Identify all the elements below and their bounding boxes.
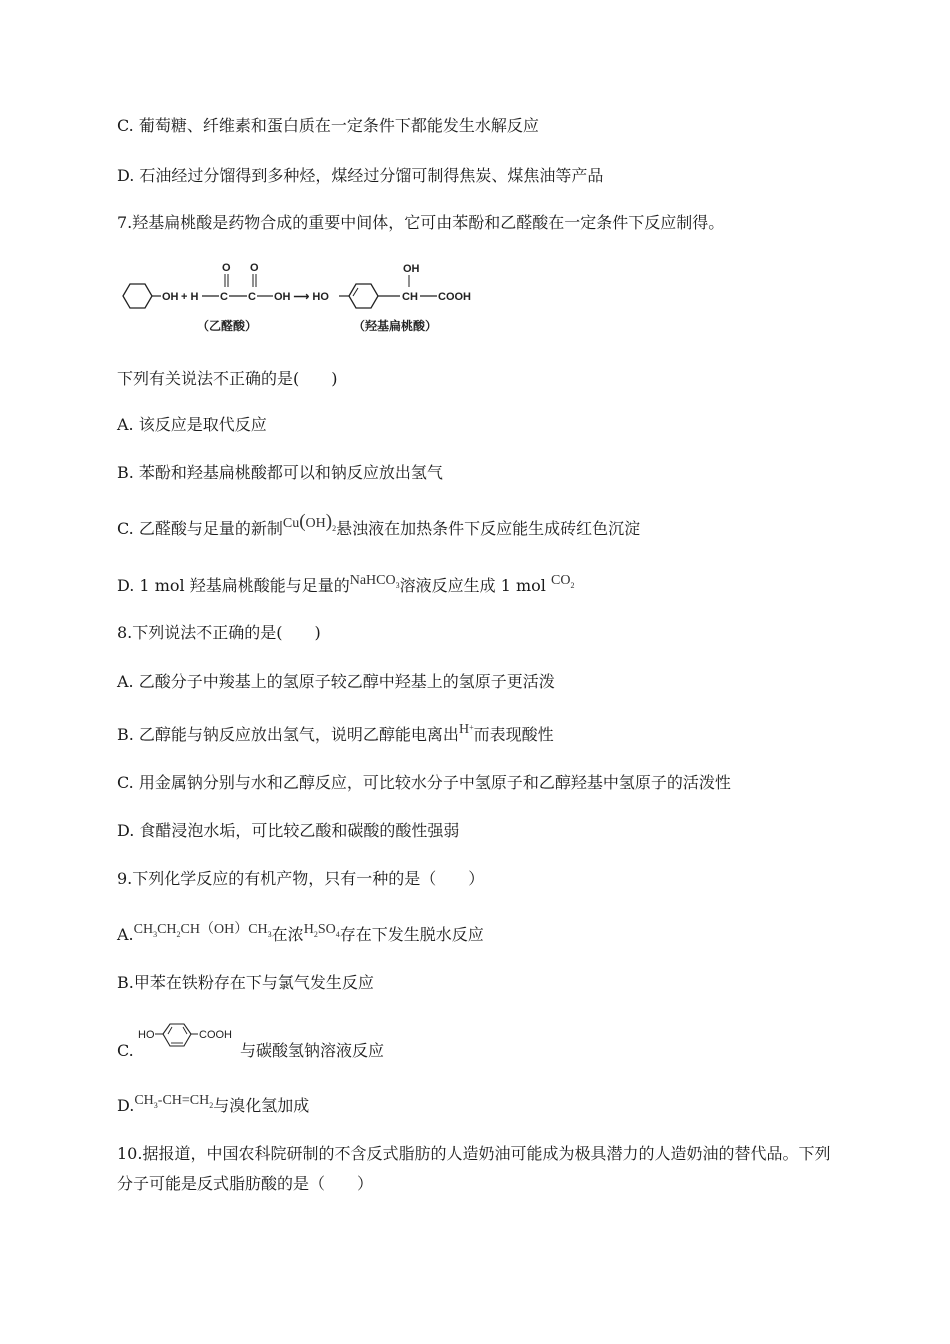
arrow-and-ho: OH ⟶ HO xyxy=(274,291,329,303)
q7-d-pre: D. 1 mol 羟基扁桃酸能与足量的 xyxy=(117,576,350,595)
q8-option-a: A. 乙酸分子中羧基上的氢原子较乙醇中羟基上的氢原子更活泼 xyxy=(117,672,555,691)
label-hydroxymandelic-acid: （羟基扁桃酸） xyxy=(353,319,438,333)
c2-label: C xyxy=(248,291,256,303)
q7-c-pre: C. 乙醛酸与足量的新制 xyxy=(117,519,283,538)
q8-b-pre: B. 乙醇能与钠反应放出氢气，说明乙醇能电离出 xyxy=(117,725,459,744)
q7-c-post: 悬浊液在加热条件下反应能生成砖红色沉淀 xyxy=(336,519,641,538)
q7-d-mid: 溶液反应生成 1 mol xyxy=(399,576,546,595)
q9-option-a xyxy=(117,924,484,949)
q8-option-d: D. 食醋浸泡水垢，可比较乙酸和碳酸的酸性强弱 xyxy=(117,821,460,840)
q7-option-d xyxy=(117,575,574,600)
phenol-ring xyxy=(123,284,152,308)
formula-h-plus: H+ xyxy=(458,722,474,737)
q7-question: 下列有关说法不正确的是( ) xyxy=(117,369,338,388)
q9-c-structure xyxy=(136,1022,236,1056)
formula-cu-oh-2: $Cu(OH)_2$ xyxy=(282,511,337,533)
q7-stem: 7.羟基扁桃酸是药物合成的重要中间体，它可由苯酚和乙醛酸在一定条件下反应制得。 xyxy=(117,213,725,232)
q8-option-b xyxy=(117,724,554,749)
phenol-oh: OH xyxy=(162,291,179,303)
q6-option-c: C. 葡萄糖、纤维素和蛋白质在一定条件下都能发生水解反应 xyxy=(117,116,539,135)
q9-a-pre: A. xyxy=(117,925,134,944)
q8-option-c: C. 用金属钠分别与水和乙醇反应，可比较水分子中氢原子和乙醇羟基中氢原子的活泼性 xyxy=(117,773,731,792)
q8-stem: 8.下列说法不正确的是( ) xyxy=(117,623,321,642)
label-glyoxylic-acid: （乙醛酸） xyxy=(197,319,258,333)
q9-a-post: 存在下发生脱水反应 xyxy=(339,925,484,944)
plus-h: + H xyxy=(181,291,199,303)
q10-stem: 10.据报道，中国农科院研制的不含反式脂肪的人造奶油可能成为极具潜力的人造奶油的替代品。下列分子可能是反式脂肪酸的是（ ） xyxy=(117,1144,831,1193)
q9-stem: 9.下列化学反应的有机产物，只有一种的是（ ） xyxy=(117,869,485,888)
q9-d-pre: D. xyxy=(117,1096,135,1115)
formula-nahco3: NaHCO$_3$ xyxy=(349,573,400,590)
q9-option-c-label: C. xyxy=(117,1041,134,1060)
q7-reaction-scheme xyxy=(115,258,485,338)
oxygen-2: O xyxy=(250,262,259,274)
formula-h2so4: $H_2SO_4$ xyxy=(303,922,340,939)
q9-c-post: 与碳酸氢钠溶液反应 xyxy=(240,1041,385,1060)
q9-option-d xyxy=(117,1095,309,1120)
formula-co2: $CO_2$ xyxy=(550,573,575,590)
product-oh: OH xyxy=(403,263,420,275)
q7-option-c xyxy=(117,511,641,543)
q9-a-mid: 在浓 xyxy=(271,925,304,944)
q9-option-b: B.甲苯在铁粉存在下与氯气发生反应 xyxy=(117,973,374,992)
ch-label: CH xyxy=(402,291,418,303)
struct-ho: HO xyxy=(138,1029,155,1041)
q8-b-post: 而表现酸性 xyxy=(473,725,554,744)
q7-option-b: B. 苯酚和羟基扁桃酸都可以和钠反应放出氢气 xyxy=(117,463,443,482)
q7-option-a: A. 该反应是取代反应 xyxy=(117,415,267,434)
q9-d-post: 与溴化氢加成 xyxy=(213,1096,310,1115)
oxygen-1: O xyxy=(222,262,231,274)
formula-propene: $CH_3-CH=CH_2$ xyxy=(134,1093,214,1110)
c1-label: C xyxy=(220,291,228,303)
formula-2-propanol: $CH_3CH_2CH(OH)CH_3$ xyxy=(133,922,272,939)
struct-cooh: COOH xyxy=(199,1029,232,1041)
q6-option-d: D. 石油经过分馏得到多种烃，煤经过分馏可制得焦炭、煤焦油等产品 xyxy=(117,166,604,185)
product-cooh: COOH xyxy=(438,291,471,303)
